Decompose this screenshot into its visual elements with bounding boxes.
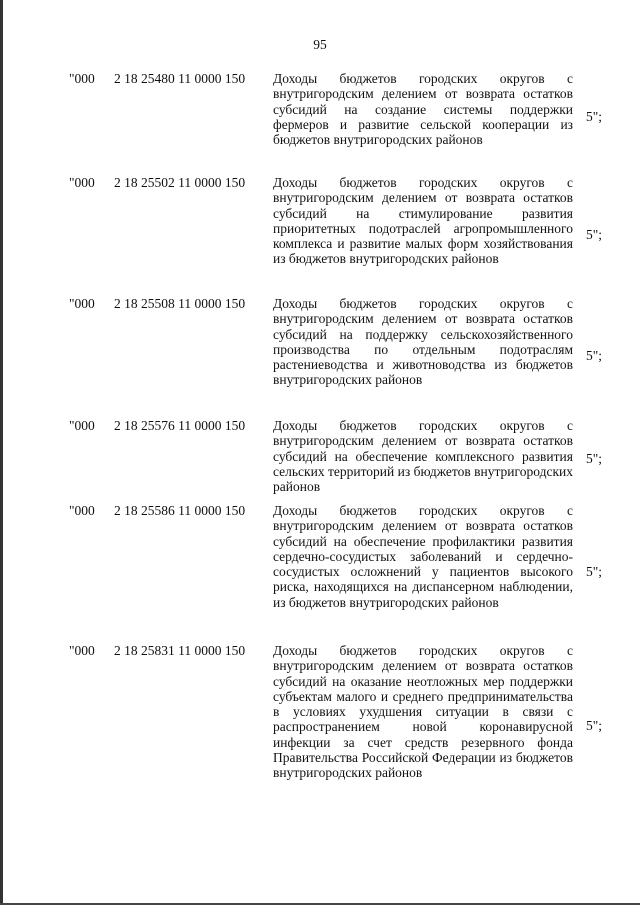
budget-classification-code: 2 18 25831 11 0000 150: [114, 643, 246, 658]
revenue-name: Доходы бюджетов городских округов с внутригородским делением от возврата остатков субсидий на обеспечение профилактики развития сердечно-сосудистых заболеваний и сердечно-сосудистых осложнений у пациентов высокого риска, находящихся на диспансерном наблюдении, из бюджетов внутригородских районов: [273, 503, 573, 610]
budget-classification-code: 2 18 25480 11 0000 150: [114, 71, 246, 86]
budget-classification-code: 2 18 25502 11 0000 150: [114, 175, 246, 190]
admin-code: "000: [69, 643, 95, 658]
admin-code: "000: [69, 503, 95, 518]
norm-value: 5";: [586, 227, 603, 242]
scan-left-edge: [0, 0, 3, 905]
page-number: 95: [313, 37, 327, 52]
budget-classification-code: 2 18 25586 11 0000 150: [114, 503, 246, 518]
revenue-name: Доходы бюджетов городских округов с внутригородским делением от возврата остатков субсидий на оказание неотложных мер поддержки субъектам малого и среднего предпринимательства в условиях ухудшения ситуации в связи с распространением новой коронавирусной инфекции за счет средств резервного фонда Правительства Российской Федерации из бюджетов внутригородских районов: [273, 643, 573, 781]
admin-code: "000: [69, 71, 95, 86]
revenue-name: Доходы бюджетов городских округов с внутригородским делением от возврата остатков субсидий на обеспечение комплексного развития сельских территорий из бюджетов внутригородских районов: [273, 418, 573, 495]
admin-code: "000: [69, 418, 95, 433]
budget-classification-code: 2 18 25576 11 0000 150: [114, 418, 246, 433]
norm-value: 5";: [586, 718, 603, 733]
revenue-name: Доходы бюджетов городских округов с внутригородским делением от возврата остатков субсидий на стимулирование развития приоритетных подотраслей агропромышленного комплекса и развитие малых форм хозяйствования из бюджетов внутригородских районов: [273, 175, 573, 267]
norm-value: 5";: [586, 348, 603, 363]
norm-value: 5";: [586, 109, 603, 124]
admin-code: "000: [69, 296, 95, 311]
norm-value: 5";: [586, 451, 603, 466]
revenue-name: Доходы бюджетов городских округов с внутригородским делением от возврата остатков субсидий на поддержку сельскохозяйственного производства по отдельным подотраслям растениеводства и животноводства из бюджетов внутригородских районов: [273, 296, 573, 388]
norm-value: 5";: [586, 564, 603, 579]
admin-code: "000: [69, 175, 95, 190]
budget-classification-code: 2 18 25508 11 0000 150: [114, 296, 246, 311]
revenue-name: Доходы бюджетов городских округов с внутригородским делением от возврата остатков субсидий на создание системы поддержки фермеров и развитие сельской кооперации из бюджетов внутригородских районов: [273, 71, 573, 148]
